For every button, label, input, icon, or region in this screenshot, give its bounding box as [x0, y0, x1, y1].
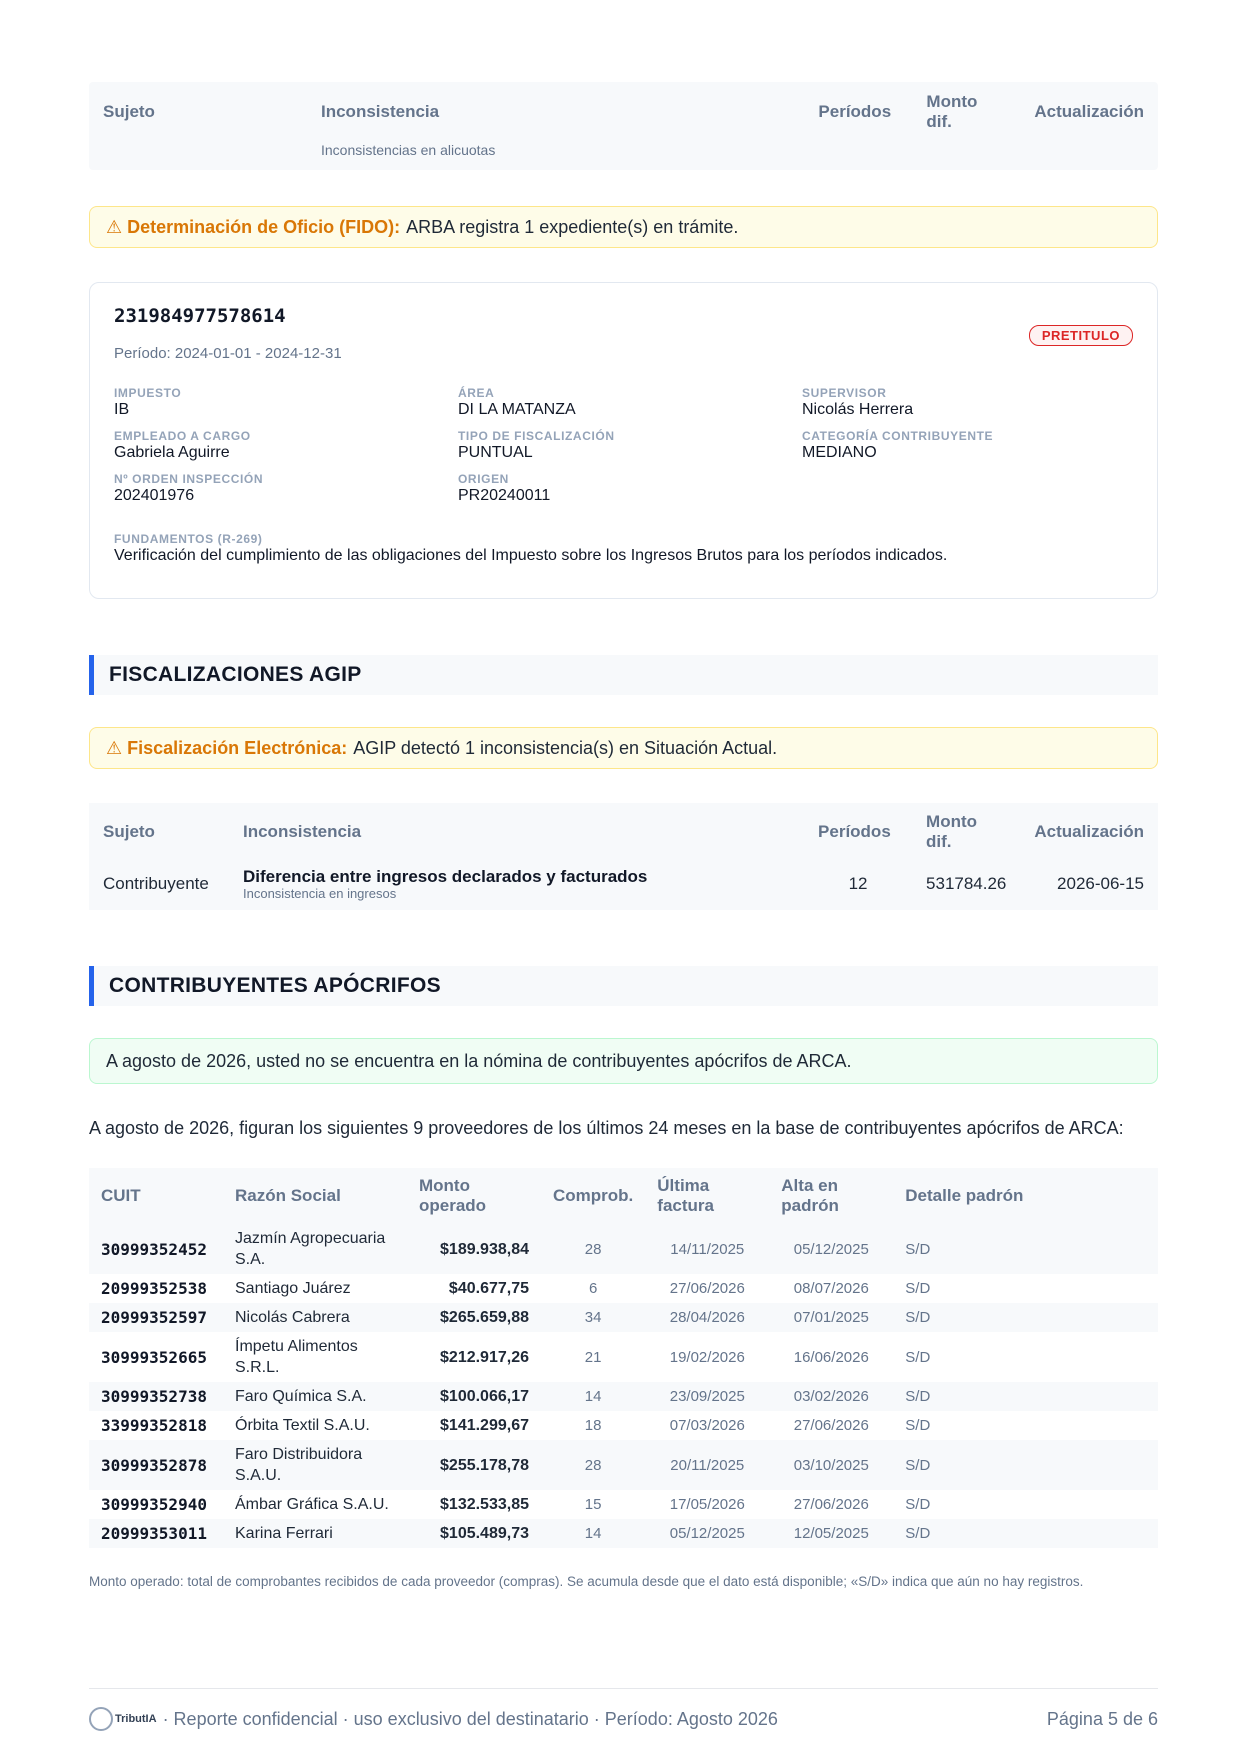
page-footer: [89, 1688, 1158, 1731]
table-row: [89, 1440, 1158, 1490]
field-categoria: CATEGORÍA CONTRIBUYENTE MEDIANO: [802, 429, 994, 461]
logo: [89, 1707, 157, 1731]
agip-table: [89, 803, 1158, 910]
expediente-fields: [114, 386, 1133, 506]
column-header: Monto operado: [419, 1176, 487, 1215]
expediente-period: Período: 2024-01-01 - 2024-12-31: [114, 345, 342, 362]
monto-cell: $141.299,67: [440, 1417, 529, 1434]
column-header: Inconsistencia: [321, 102, 440, 121]
alta-padron-cell: 03/10/2025: [793, 1456, 869, 1474]
comprob-cell: 28: [584, 1240, 602, 1258]
report-page: [89, 82, 1158, 1591]
expediente-card: [89, 282, 1158, 599]
section-title-apocrifos: CONTRIBUYENTES APÓCRIFOS: [89, 966, 1158, 1006]
monto-cell: $212.917,26: [440, 1348, 529, 1366]
table-row: [89, 1382, 1158, 1411]
alta-padron-cell: 27/06/2026: [793, 1417, 869, 1434]
ultima-factura-cell: 05/12/2025: [669, 1525, 745, 1542]
field-origen: ORIGEN PR20240011: [458, 472, 551, 504]
cuit-cell: 20999352538: [101, 1279, 207, 1298]
detalle-padron-cell: S/D: [905, 1388, 931, 1405]
footer-left: [89, 1707, 778, 1731]
field-area: ÁREA DI LA MATANZA: [458, 386, 576, 418]
monto-cell: 531784.26: [926, 873, 1007, 893]
table-row: [89, 1519, 1158, 1548]
column-header: CUIT: [101, 1186, 141, 1205]
comprob-cell: 28: [584, 1456, 602, 1474]
alta-padron-cell: 03/02/2026: [793, 1388, 869, 1405]
detalle-padron-cell: S/D: [905, 1417, 931, 1434]
comprob-cell: 6: [588, 1280, 598, 1297]
razon-social-cell: Faro Distribuidora S.A.U.: [235, 1446, 363, 1484]
logo-mark-icon: [89, 1707, 113, 1731]
apocrifos-ok-alert: A agosto de 2026, usted no se encuentra en la nómina de contribuyentes apócrifos de ARCA.: [89, 1038, 1158, 1084]
alta-padron-cell: 07/01/2025: [793, 1309, 869, 1326]
razon-social-cell: Santiago Juárez: [235, 1280, 351, 1297]
monto-cell: $100.066,17: [440, 1388, 529, 1405]
field-impuesto: IMPUESTO IB: [114, 386, 182, 418]
comprob-cell: 14: [584, 1525, 602, 1542]
ultima-factura-cell: 14/11/2025: [670, 1240, 745, 1258]
cuit-cell: 20999353011: [101, 1524, 207, 1543]
logo-text: TributIA: [115, 1713, 157, 1725]
razon-social-cell: Órbita Textil S.A.U.: [235, 1417, 370, 1434]
arba-inconsistencias-table: [89, 82, 1158, 170]
inconsistencia-title: Diferencia entre ingresos declarados y facturados: [243, 867, 648, 886]
cuit-cell: 30999352452: [101, 1239, 207, 1259]
column-header: Última factura: [657, 1176, 714, 1215]
detalle-padron-cell: S/D: [905, 1496, 931, 1513]
expediente-id: 231984977578614: [114, 305, 286, 327]
column-header: Sujeto: [103, 102, 155, 121]
comprob-cell: 21: [584, 1348, 602, 1366]
periodos-cell: 12: [848, 873, 868, 893]
proveedores-table: [89, 1168, 1158, 1548]
cuit-cell: 30999352665: [101, 1347, 207, 1367]
monto-cell: $105.489,73: [440, 1525, 529, 1542]
detalle-padron-cell: S/D: [905, 1525, 931, 1542]
column-header: Detalle padrón: [905, 1186, 1024, 1205]
column-header: Actualización: [1034, 822, 1144, 841]
cuit-cell: 30999352878: [101, 1455, 207, 1475]
table-row: [89, 1490, 1158, 1519]
cuit-cell: 33999352818: [101, 1416, 207, 1435]
cuit-cell: 30999352738: [101, 1387, 207, 1406]
alta-padron-cell: 08/07/2026: [793, 1280, 869, 1297]
agip-alert-label: ⚠ Fiscalización Electrónica:: [106, 737, 348, 758]
column-header: Períodos: [818, 102, 892, 121]
razon-social-cell: Nicolás Cabrera: [235, 1309, 350, 1326]
detalle-padron-cell: S/D: [905, 1240, 931, 1258]
fido-alert-text: ARBA registra 1 expediente(s) en trámite.: [406, 216, 739, 237]
ultima-factura-cell: 23/09/2025: [669, 1388, 745, 1405]
table-row: [89, 1411, 1158, 1440]
footer-text: · Reporte confidencial · uso exclusivo del destinatario · Período: Agosto 2026: [162, 1708, 778, 1729]
ultima-factura-cell: 17/05/2026: [669, 1496, 745, 1513]
proveedores-body: [89, 1224, 1158, 1548]
fido-alert: [89, 206, 1158, 248]
razon-social-cell: Ímpetu Alimentos S.R.L.: [235, 1338, 358, 1376]
fido-alert-label: ⚠ Determinación de Oficio (FIDO):: [106, 216, 401, 237]
alta-padron-cell: 16/06/2026: [793, 1348, 869, 1366]
comprob-cell: 14: [584, 1388, 602, 1405]
inconsistencia-sub: Inconsistencia en ingresos: [243, 886, 397, 901]
table-row: [89, 1303, 1158, 1332]
table-row: [89, 861, 1158, 910]
table-row: [89, 1224, 1158, 1274]
section-title-agip: FISCALIZACIONES AGIP: [89, 655, 1158, 695]
alta-padron-cell: 27/06/2026: [793, 1496, 869, 1513]
status-badge: PRETITULO: [1029, 325, 1133, 346]
field-fundamentos: FUNDAMENTOS (R-269) Verificación del cumplimiento de las obligaciones del Impuesto sobre los Ingresos Brutos para los períodos indicados.: [114, 532, 948, 564]
column-header: Actualización: [1034, 102, 1144, 121]
ultima-factura-cell: 07/03/2026: [669, 1417, 745, 1434]
apocrifos-intro: A agosto de 2026, figuran los siguientes 9 proveedores de los últimos 24 meses en la base de contribuyentes apócrifos de ARCA:: [89, 1118, 1124, 1138]
inconsistencia-cell: [229, 861, 804, 910]
actualizacion-cell: 2026-06-15: [1057, 873, 1144, 893]
detalle-padron-cell: S/D: [905, 1348, 931, 1366]
monto-cell: $132.533,85: [440, 1496, 529, 1513]
razon-social-cell: Jazmín Agropecuaria S.A.: [235, 1230, 386, 1268]
column-header: Comprob.: [553, 1186, 634, 1205]
column-header: Razón Social: [235, 1186, 341, 1205]
field-orden-inspeccion: Nº ORDEN INSPECCIÓN 202401976: [114, 472, 264, 504]
table-row: [89, 1332, 1158, 1382]
inconsistencia-sub: Inconsistencias en alicuotas: [321, 142, 496, 158]
cuit-cell: 20999352597: [101, 1308, 207, 1327]
field-empleado: EMPLEADO A CARGO Gabriela Aguirre: [114, 429, 251, 461]
agip-alert-text: AGIP detectó 1 inconsistencia(s) en Situación Actual.: [353, 737, 778, 758]
monto-cell: $40.677,75: [448, 1280, 529, 1297]
monto-cell: $255.178,78: [440, 1456, 529, 1474]
table-row: [89, 138, 1158, 170]
razon-social-cell: Karina Ferrari: [235, 1525, 333, 1542]
ultima-factura-cell: 19/02/2026: [669, 1348, 745, 1366]
column-header: Sujeto: [103, 822, 155, 841]
alta-padron-cell: 12/05/2025: [793, 1525, 869, 1542]
field-supervisor: SUPERVISOR Nicolás Herrera: [802, 386, 914, 418]
detalle-padron-cell: S/D: [905, 1456, 931, 1474]
column-header: Inconsistencia: [243, 822, 362, 841]
monto-cell: $265.659,88: [440, 1309, 529, 1326]
detalle-padron-cell: S/D: [905, 1309, 931, 1326]
agip-alert: [89, 727, 1158, 769]
alta-padron-cell: 05/12/2025: [793, 1240, 869, 1258]
monto-cell: $189.938,84: [440, 1240, 529, 1258]
razon-social-cell: Faro Química S.A.: [235, 1388, 367, 1405]
ultima-factura-cell: 20/11/2025: [670, 1456, 745, 1474]
column-header: Alta en padrón: [781, 1176, 839, 1215]
table-row: [89, 1274, 1158, 1303]
cuit-cell: 30999352940: [101, 1495, 207, 1514]
razon-social-cell: Ámbar Gráfica S.A.U.: [235, 1496, 389, 1513]
monto-note: Monto operado: total de comprobantes recibidos de cada proveedor (compras). Se acumula desde que el dato está disponible; «S/D» indica que aún no hay registros.: [89, 1574, 1084, 1589]
column-header: Monto dif.: [926, 92, 978, 131]
comprob-cell: 18: [584, 1417, 602, 1434]
column-header: Períodos: [818, 822, 891, 841]
detalle-padron-cell: S/D: [905, 1280, 931, 1297]
page-number: Página 5 de 6: [1046, 1708, 1158, 1729]
field-tipo-fiscalizacion: TIPO DE FISCALIZACIÓN PUNTUAL: [458, 429, 615, 461]
comprob-cell: 34: [584, 1309, 602, 1326]
sujeto-cell: Contribuyente: [103, 873, 209, 893]
comprob-cell: 15: [584, 1496, 602, 1513]
column-header: Monto dif.: [926, 812, 978, 851]
ultima-factura-cell: 27/06/2026: [669, 1280, 745, 1297]
ultima-factura-cell: 28/04/2026: [669, 1309, 745, 1326]
